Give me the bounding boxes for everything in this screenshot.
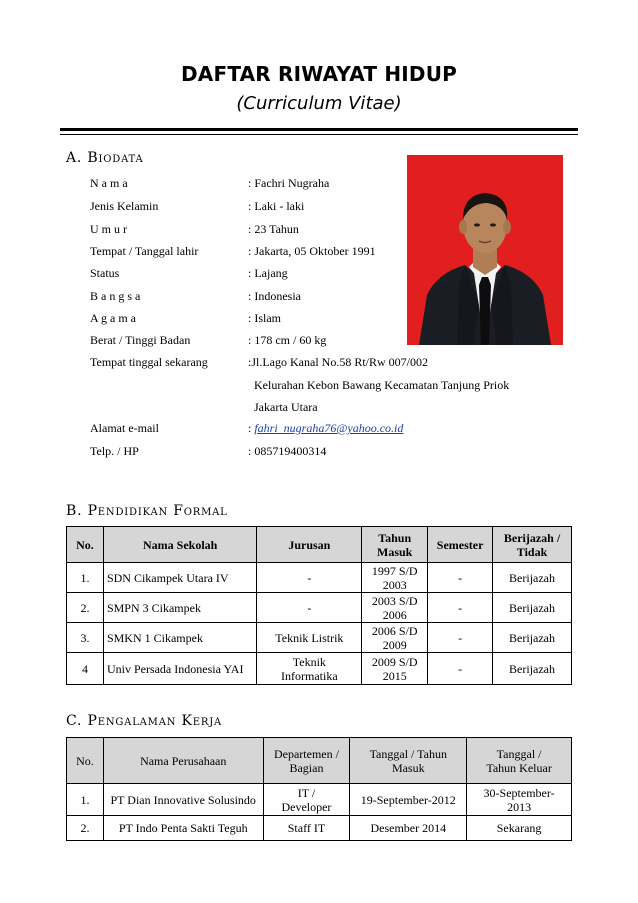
cell-jurusan: Teknik Listrik bbox=[257, 623, 362, 653]
cell-masuk: Desember 2014 bbox=[350, 816, 467, 841]
cell-ijazah: Berijazah bbox=[493, 623, 572, 653]
bio-label: Berat / Tinggi Badan bbox=[90, 333, 191, 347]
col-header-departemen bbox=[263, 738, 350, 784]
header-line: Tahun Keluar bbox=[486, 760, 552, 775]
cell-sekolah: SDN Cikampek Utara IV bbox=[103, 563, 257, 593]
bio-value: : 23 Tahun bbox=[248, 222, 299, 236]
section-biodata-heading: A. Biodata bbox=[66, 150, 144, 166]
cell-no: 1. bbox=[67, 784, 104, 816]
cell-perusahaan: PT Indo Penta Sakti Teguh bbox=[103, 816, 263, 841]
col-header-masuk bbox=[350, 738, 467, 784]
col-header-no: No. bbox=[67, 738, 104, 784]
cell-keluar: Sekarang bbox=[467, 816, 572, 841]
header-rule-thick bbox=[60, 128, 578, 131]
profile-photo bbox=[407, 155, 563, 345]
bio-label: Tempat / Tanggal lahir bbox=[90, 244, 199, 258]
table-header-row bbox=[67, 738, 572, 784]
header-line: Masuk bbox=[391, 760, 425, 775]
bio-value: : Lajang bbox=[248, 266, 288, 280]
cell-line: 2006 bbox=[382, 607, 407, 622]
document-title: DAFTAR RIWAYAT HIDUP bbox=[180, 62, 458, 86]
header-line: Masuk bbox=[377, 544, 413, 559]
cell-line: IT / bbox=[297, 785, 316, 800]
header-line: Tahun bbox=[378, 530, 412, 545]
header-line: Berijazah / bbox=[503, 530, 561, 545]
bio-value: : Laki - laki bbox=[248, 199, 305, 213]
bio-label: Alamat e-mail bbox=[90, 421, 159, 435]
document-subtitle bbox=[0, 93, 638, 114]
cell-no: 2. bbox=[67, 593, 104, 623]
bio-label: Telp. / HP bbox=[90, 444, 139, 458]
bio-label: Tempat tinggal sekarang bbox=[90, 355, 208, 369]
cell-semester: - bbox=[428, 623, 493, 653]
header-rule-thin bbox=[60, 134, 578, 135]
cell-jurusan: - bbox=[257, 563, 362, 593]
table-row bbox=[67, 816, 572, 841]
bio-label: N a m a bbox=[90, 176, 128, 190]
cell-line: 2009 bbox=[382, 637, 407, 652]
bio-value: : Islam bbox=[248, 311, 281, 325]
email-prefix: : bbox=[248, 421, 252, 435]
cell-tahun bbox=[362, 623, 428, 653]
col-header-sekolah: Nama Sekolah bbox=[103, 527, 257, 563]
subtitle-paren-open: ( bbox=[236, 93, 244, 114]
bio-label: Jenis Kelamin bbox=[90, 199, 159, 213]
cell-masuk: 19-September-2012 bbox=[350, 784, 467, 816]
cell-semester: - bbox=[428, 653, 493, 685]
header-line: Tanggal / bbox=[496, 746, 542, 761]
cell-line: 1997 S/D bbox=[371, 563, 418, 578]
bio-value: : 085719400314 bbox=[248, 444, 327, 458]
cell-keluar bbox=[467, 784, 572, 816]
cell-line: 2003 bbox=[382, 577, 407, 592]
cell-line: 30-September- bbox=[483, 785, 555, 800]
header-line: Bagian bbox=[289, 760, 324, 775]
profile-photo-illustration bbox=[407, 155, 563, 345]
cell-perusahaan: PT Dian Innovative Solusindo bbox=[103, 784, 263, 816]
cell-ijazah: Berijazah bbox=[493, 653, 572, 685]
cell-tahun bbox=[362, 563, 428, 593]
header-line: Departemen / bbox=[273, 746, 339, 761]
cell-line: Developer bbox=[281, 799, 332, 814]
cell-sekolah: Univ Persada Indonesia YAI bbox=[103, 653, 257, 685]
cell-ijazah: Berijazah bbox=[493, 593, 572, 623]
cell-no: 4 bbox=[67, 653, 104, 685]
cell-line: Informatika bbox=[281, 668, 338, 683]
bio-value: :Jl.Lago Kanal No.58 Rt/Rw 007/002 bbox=[248, 355, 428, 369]
cell-line: Teknik bbox=[292, 654, 326, 669]
col-header-keluar bbox=[467, 738, 572, 784]
col-header-semester: Semester bbox=[428, 527, 493, 563]
table-row bbox=[67, 563, 572, 593]
cell-line: 2006 S/D bbox=[371, 623, 418, 638]
pengalaman-table bbox=[66, 737, 572, 841]
col-header-ijazah bbox=[493, 527, 572, 563]
cell-departemen bbox=[263, 784, 350, 816]
cell-line: 2009 S/D bbox=[371, 654, 418, 669]
table-row bbox=[67, 653, 572, 685]
bio-value bbox=[248, 420, 403, 436]
bio-label: U m u r bbox=[90, 222, 127, 236]
cell-line: 2013 bbox=[507, 799, 532, 814]
cell-jurusan: - bbox=[257, 593, 362, 623]
col-header-perusahaan: Nama Perusahaan bbox=[103, 738, 263, 784]
cell-sekolah: SMPN 3 Cikampek bbox=[103, 593, 257, 623]
cell-semester: - bbox=[428, 563, 493, 593]
cell-semester: - bbox=[428, 593, 493, 623]
cell-no: 2. bbox=[67, 816, 104, 841]
bio-label: Status bbox=[90, 266, 120, 280]
cell-tahun bbox=[362, 653, 428, 685]
subtitle-text: Curriculum Vitae bbox=[243, 93, 395, 114]
cell-line: 2015 bbox=[382, 668, 407, 683]
col-header-no: No. bbox=[67, 527, 104, 563]
bio-value: : 178 cm / 60 kg bbox=[248, 333, 327, 347]
pendidikan-table bbox=[66, 526, 572, 685]
section-pendidikan-heading: B. Pendidikan Formal bbox=[66, 503, 228, 519]
bio-value: : Fachri Nugraha bbox=[248, 176, 330, 190]
cell-line: 2003 S/D bbox=[371, 593, 418, 608]
table-header-row bbox=[67, 527, 572, 563]
cell-sekolah: SMKN 1 Cikampek bbox=[103, 623, 257, 653]
cell-jurusan bbox=[257, 653, 362, 685]
table-row bbox=[67, 784, 572, 816]
bio-value: Kelurahan Kebon Bawang Kecamatan Tanjung Priok bbox=[254, 378, 510, 392]
table-row bbox=[67, 593, 572, 623]
cell-departemen: Staff IT bbox=[263, 816, 350, 841]
table-row bbox=[67, 623, 572, 653]
cell-no: 3. bbox=[67, 623, 104, 653]
bio-label: B a n g s a bbox=[90, 289, 141, 303]
col-header-jurusan: Jurusan bbox=[257, 527, 362, 563]
bio-value: Jakarta Utara bbox=[254, 400, 318, 414]
cell-ijazah: Berijazah bbox=[493, 563, 572, 593]
section-pengalaman-heading: C. Pengalaman Kerja bbox=[66, 713, 223, 729]
bio-value: : Indonesia bbox=[248, 289, 301, 303]
col-header-tahun bbox=[362, 527, 428, 563]
email-link[interactable]: fahri_nugraha76@yahoo.co.id bbox=[254, 421, 404, 435]
header-line: Tidak bbox=[516, 544, 548, 559]
bio-label: A g a m a bbox=[90, 311, 136, 325]
bio-value: : Jakarta, 05 Oktober 1991 bbox=[248, 244, 376, 258]
cell-no: 1. bbox=[67, 563, 104, 593]
header-line: Tanggal / Tahun bbox=[369, 746, 447, 761]
cell-tahun bbox=[362, 593, 428, 623]
subtitle-paren-close: ) bbox=[394, 93, 402, 114]
